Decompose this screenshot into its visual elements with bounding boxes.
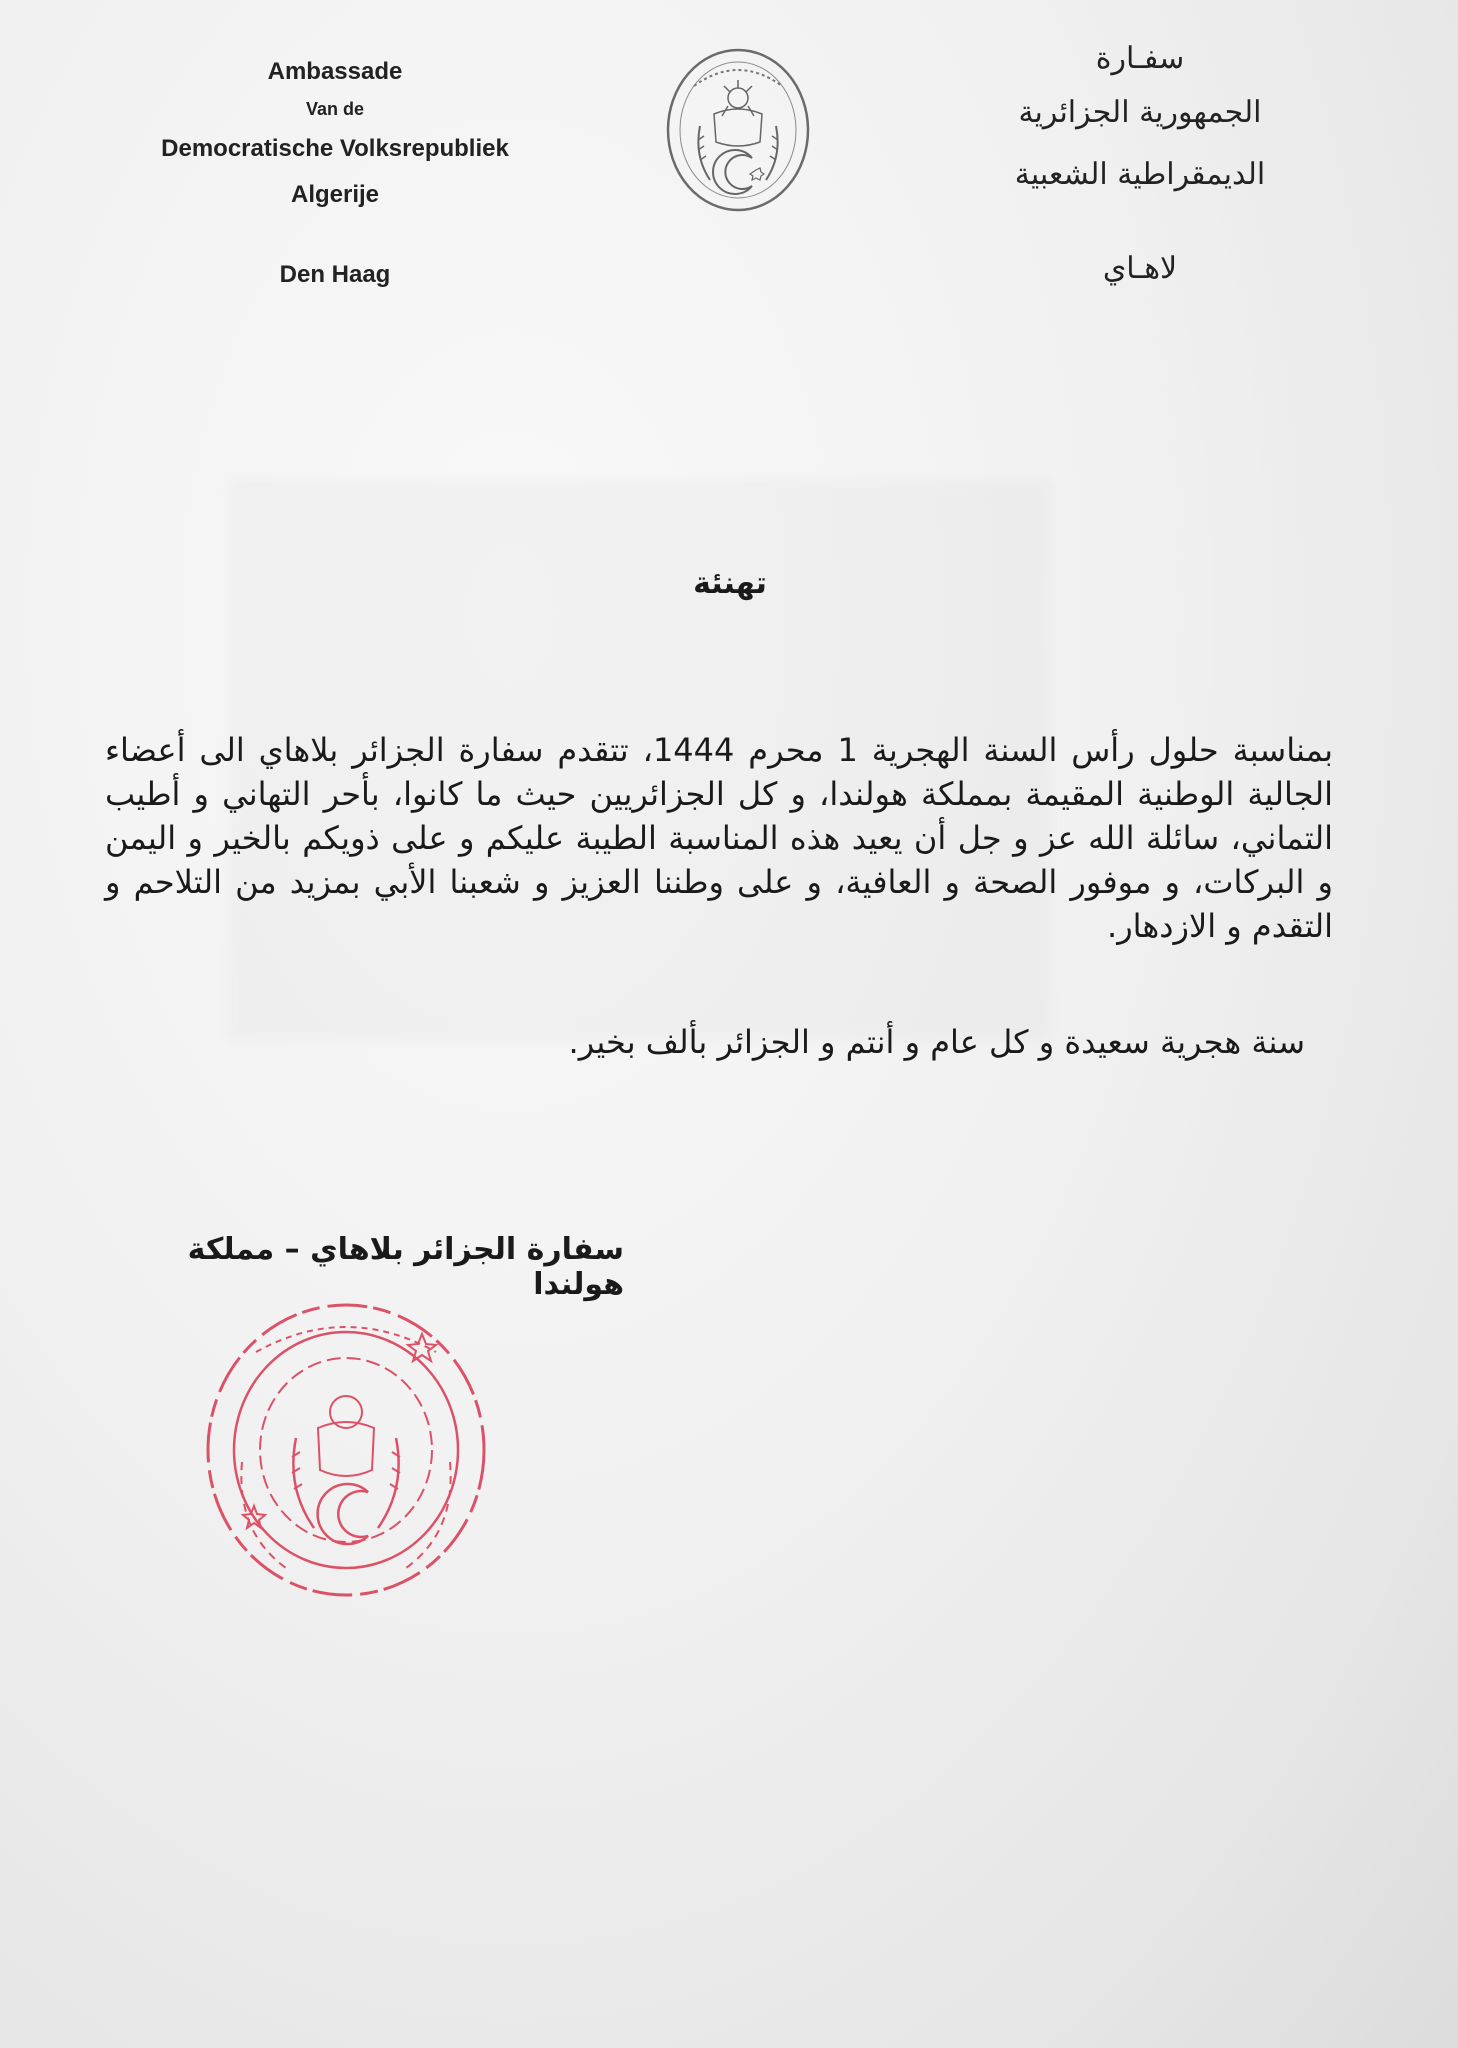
letterhead-ar-embassy: سفـارة [1095,41,1185,76]
document-title: تهنئة [693,566,767,601]
letterhead-line-van-de: Van de [305,99,365,119]
letterhead-line-country: Algerije [290,181,380,208]
document-signature: سفارة الجزائر بلاهاي – مملكة هولندا [187,1232,624,1302]
letterhead-latin [130,52,540,298]
letterhead-ar-republic: الجمهورية الجزائرية [1018,95,1262,130]
letterhead-line-city: Den Haag [279,261,391,288]
document-body: بمناسبة حلول رأس السنة الهجرية 1 محرم 1444، تتقدم سفارة الجزائر بلاهاي الى أعضاء الجالية الوطنية المقيمة بمملكة هولندا، و كل الجزائريين حيث ما كانوا، بأحر التهاني و أطيب التماني، سائلة الله عز و جل أن يعيد هذه المناسبة الطيبة عليكم و على ذويكم بالخير و اليمن و البركات، و موفور الصحة و العافية، و على وطننا العزيز و شعبنا الأبي بمزيد من التلاحم و التقدم و الازدهار. [105,731,1334,945]
embassy-seal-stamp-icon [196,1292,496,1602]
letterhead-ar-democratic: الديمقراطية الشعبية [1014,157,1266,192]
document-closing: سنة هجرية سعيدة و كل عام و أنتم و الجزائر بألف بخير. [568,1023,1305,1061]
letterhead-line-republic: Democratische Volksrepubliek [161,135,509,162]
letterhead-arabic [990,36,1290,300]
national-emblem-icon [664,46,812,214]
letterhead-ar-city: لاهـاي [1102,251,1178,286]
letterhead-line-ambassade: Ambassade [267,58,403,85]
